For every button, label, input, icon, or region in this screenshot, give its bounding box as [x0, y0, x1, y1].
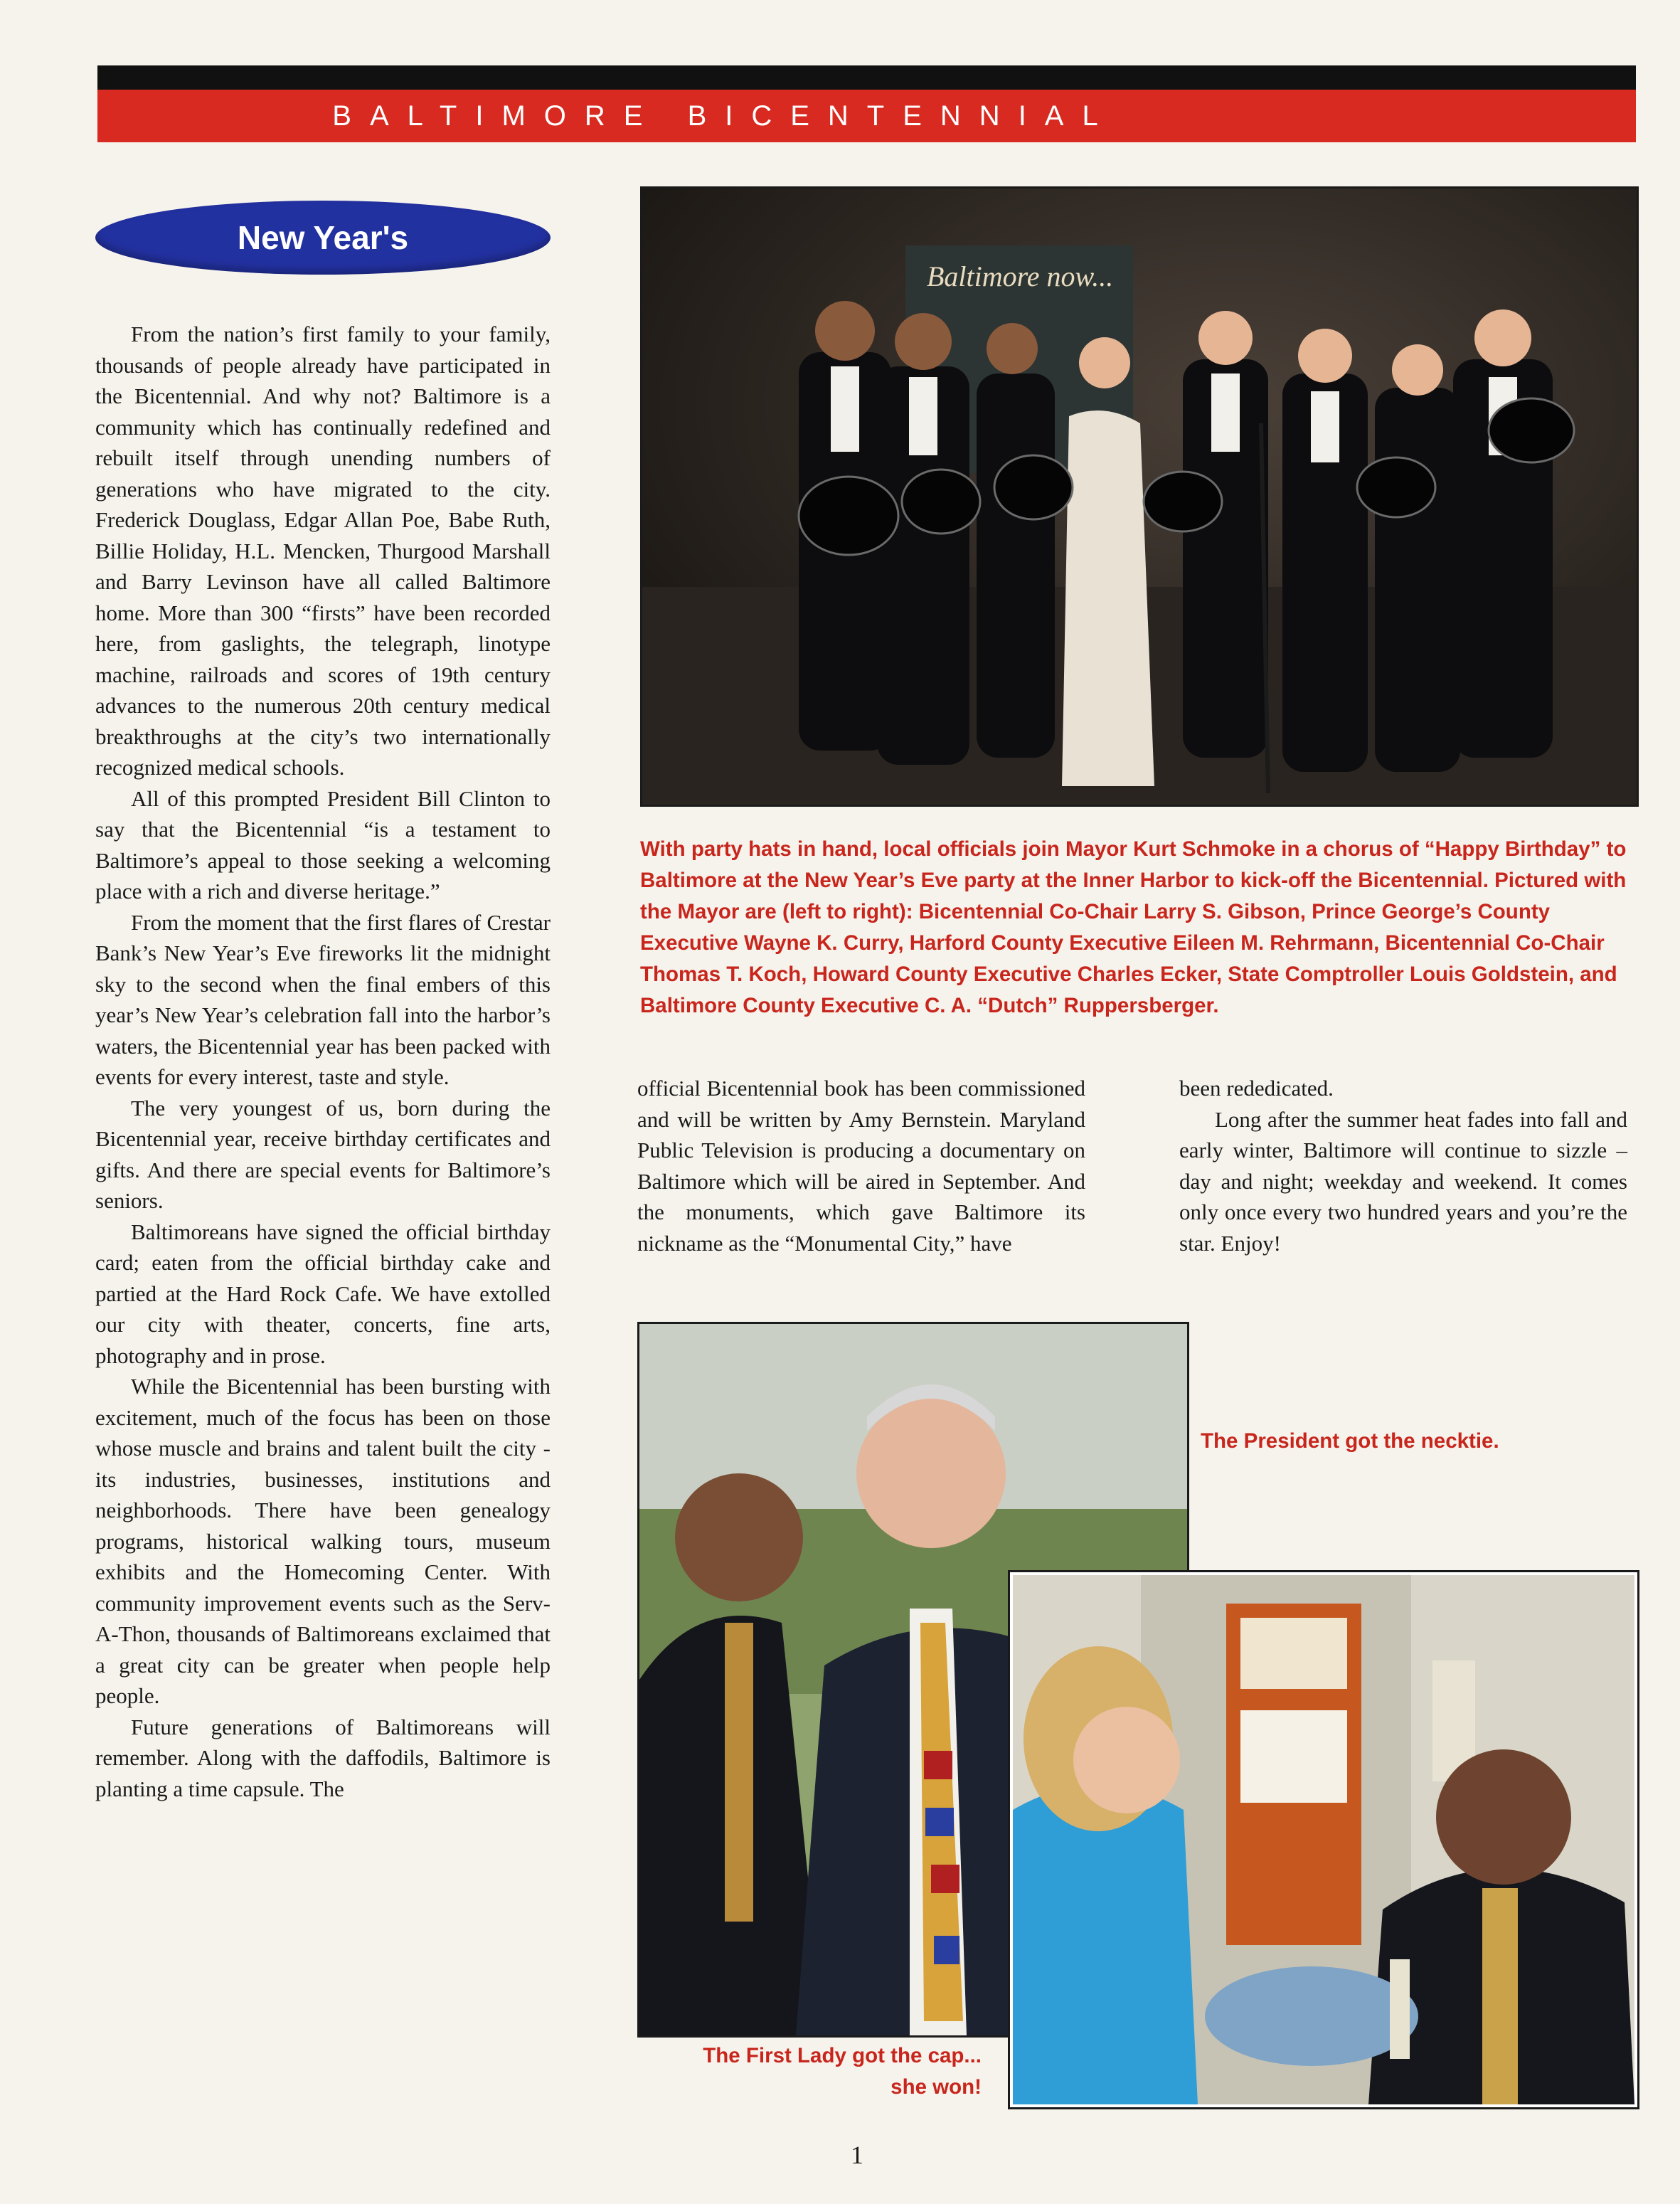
paragraph: While the Bicentennial has been bursting with excitement, much of the focus has been on those whose muscle and brains and talent built the city - its industries, businesses, institutions and neighborhoods. There have been genealogy programs, historical walking tours, museum exhibits and the Homecoming Center. With community improvement events such as the Serv-A-Thon, thousands of Baltimoreans exclaimed that a great city can be greater when people help people. — [95, 1374, 551, 1708]
officials-photo-illustration — [642, 189, 1637, 805]
officials-photo — [640, 186, 1639, 807]
first-lady-photo — [1010, 1572, 1637, 2107]
header-bar — [97, 65, 1636, 142]
first-lady-caption-line: she won! — [890, 2075, 982, 2099]
header-title: BALTIMORE BICENTENNIAL — [332, 100, 1117, 132]
paragraph: The very youngest of us, born during the Bicentennial year, receive birthday certificates and gifts. And there are special events for Baltimore’s seniors. — [95, 1095, 551, 1213]
section-oval — [95, 201, 551, 275]
paragraph: All of this prompted President Bill Clinton to say that the Bicentennial “is a testament to Baltimore’s appeal to those seeking a welcoming place with a rich and diverse heritage.” — [95, 785, 551, 904]
paragraph: Future generations of Baltimoreans will remember. Along with the daffodils, Baltimore is planting a time capsule. The — [95, 1714, 551, 1801]
president-caption: The President got the necktie. — [1201, 1429, 1499, 1453]
middle-column — [637, 1073, 1085, 1259]
officials-photo-caption: With party hats in hand, local officials join Mayor Kurt Schmoke in a chorus of “Happy Birthday” to Baltimore at the New Year’s Eve party at the Inner Harbor to kick-off the Bicentennial. Pictured with the Mayor are (left to right): Bicentennial Co-Chair Larry S. Gibson, Prince George’s County Executive Wayne K. Curry, Harford County Executive Eileen M. Rehrmann, Bicentennial Co-Chair Thomas T. Koch, Howard County Executive Charles Ecker, State Comptroller Louis Goldstein, and Baltimore County Executive C. A. “Dutch” Ruppersberger. — [640, 837, 1627, 1017]
left-column — [95, 319, 551, 1804]
paragraph: From the nation’s first family to your family, thousands of people already have participated in the Bicentennial. And why not? Baltimore is a community which has continually redefined and rebuilt itself through unending numbers of generations who have migrated to the city. Frederick Douglass, Edgar Allan Poe, Babe Ruth, Billie Holiday, H.L. Mencken, Thurgood Marshall and Barry Levinson have all called Baltimore home. More than 300 “firsts” have been recorded here, from gaslights, the telegraph, linotype machine, railroads and scores of 19th century advances to the numerous 20th century medical breakthroughs at the city’s two internationally recognized medical schools. — [95, 322, 551, 780]
photo-sign-text: Baltimore now... — [927, 260, 1114, 292]
paragraph: official Bicentennial book has been commissioned and will be written by Amy Bernstein. Maryland Public Television is producing a documentary on Baltimore which will be aired in September. And the monuments, which gave Baltimore its nickname as the “Monumental City,” have — [637, 1076, 1085, 1256]
header-black-stripe — [97, 65, 1636, 90]
first-lady-caption — [640, 2040, 982, 2103]
page-number: 1 — [851, 2141, 863, 2169]
first-lady-caption-line: The First Lady got the cap... — [703, 2044, 982, 2067]
paragraph: From the moment that the first flares of Crestar Bank’s New Year’s Eve fireworks lit the midnight sky to the second when the final embers of this year’s New Year’s celebration fall into the harbor’s waters, the Bicentennial year has been packed with events for every interest, taste and style. — [95, 909, 551, 1089]
right-column — [1179, 1073, 1627, 1259]
section-title: New Year's — [237, 219, 409, 256]
paragraph: Long after the summer heat fades into fall and early winter, Baltimore will continue to sizzle – day and night; weekday and weekend. It comes only once every two hundred years and you’re the star. Enjoy! — [1179, 1106, 1627, 1256]
paragraph: been rededicated. — [1179, 1076, 1334, 1101]
first-lady-photo-illustration — [1013, 1575, 1634, 2104]
paragraph: Baltimoreans have signed the official birthday card; eaten from the official birthday cake and partied at the Hard Rock Cafe. We have extolled our city with theater, concerts, fine arts, photography and in prose. — [95, 1219, 551, 1368]
